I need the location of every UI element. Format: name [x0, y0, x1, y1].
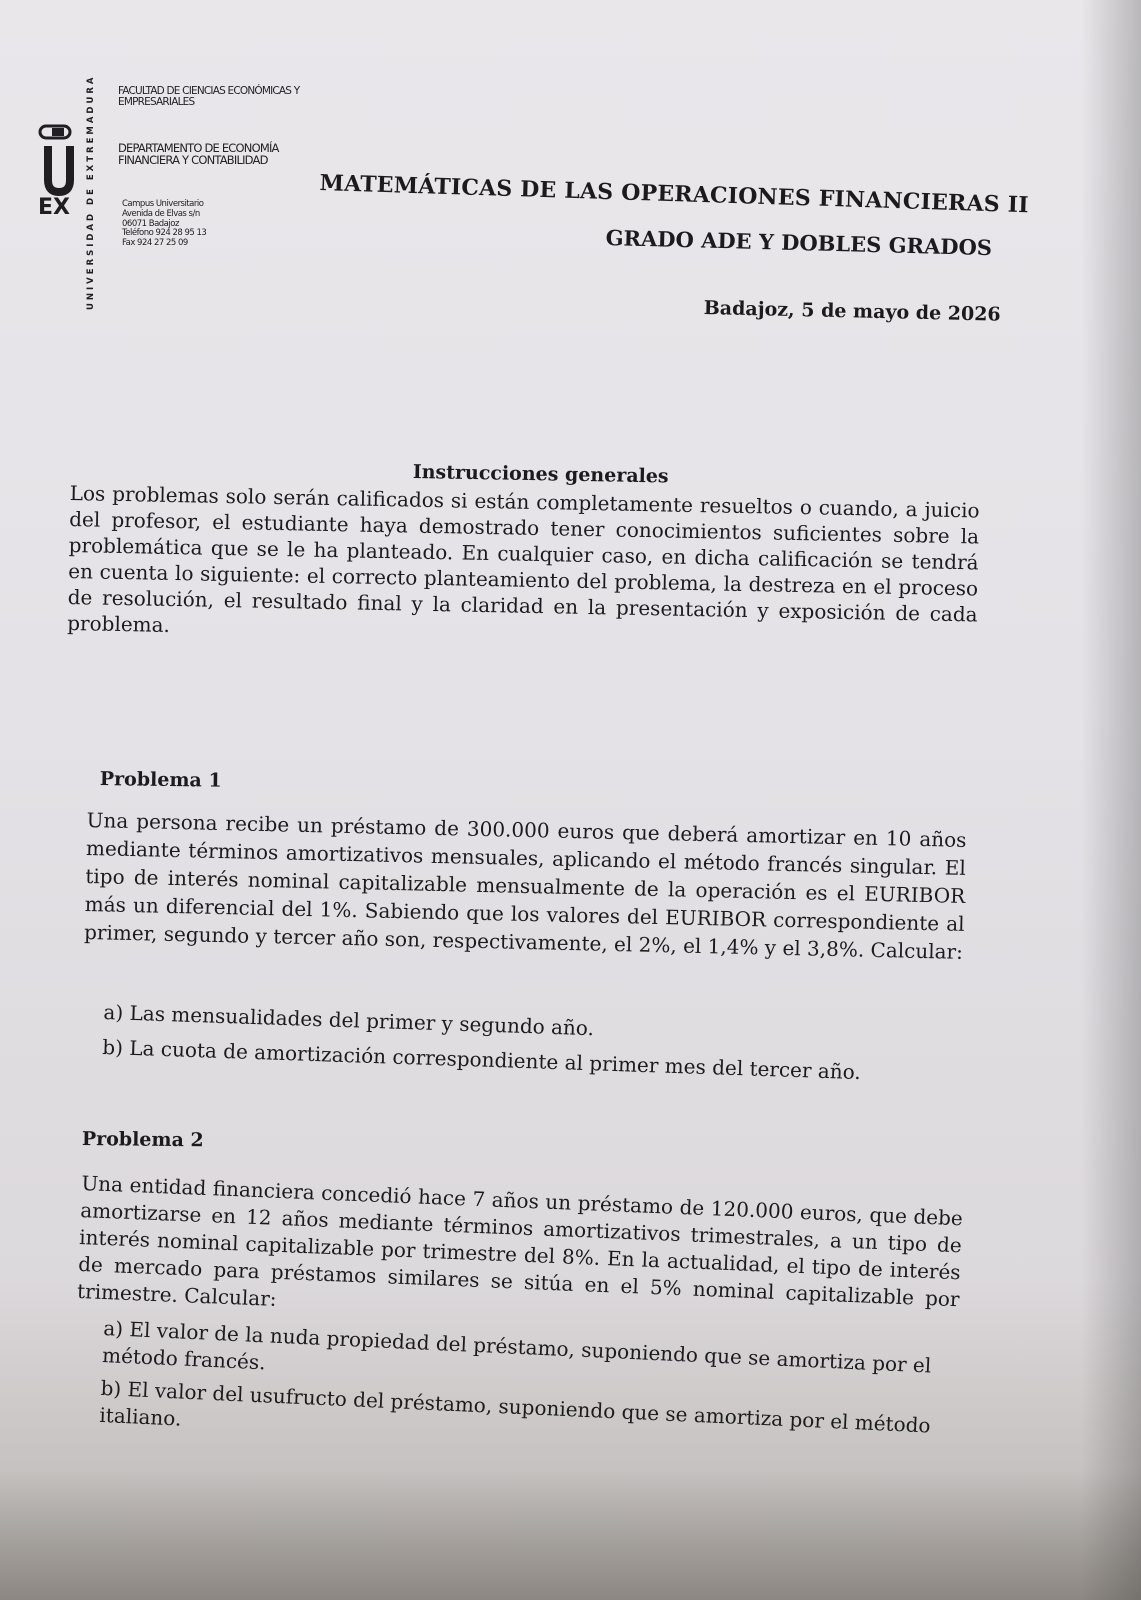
- address-line: Avenida de Elvas s/n: [122, 208, 200, 219]
- address-line: Fax 924 27 25 09: [122, 238, 188, 249]
- instructions-heading: Instrucciones generales: [412, 461, 669, 488]
- problem-2-question-a: a) El valor de la nuda propiedad del préstamo, suponiendo que se amortiza por el método francés.: [101, 1315, 932, 1378]
- faculty-name: FACULTAD DE CIENCIAS ECONÓMICAS Y EMPRESARIALES: [118, 85, 300, 109]
- svg-text:EX: EX: [38, 195, 70, 217]
- problem-1-question-a: a) Las mensualidades del primer y segundo año.: [103, 999, 595, 1041]
- problem-2-statement: Una entidad financiera concedió hace 7 años un préstamo de 120.000 euros, que debe amortizarse en 12 años mediante términos amortizativos trimestrales, a un tipo de interés nominal capitalizable por trimestre del 8%. En la actualidad, el tipo de interés de mercado para préstamos similares se sitúa en el 5% nominal capitalizable por trimestre. Calcular:: [76, 1170, 964, 1312]
- problem-1-question-b: b) La cuota de amortización correspondiente al primer mes del tercer año.: [101, 1034, 862, 1085]
- department-address: [122, 200, 262, 249]
- exam-subtitle: GRADO ADE Y DOBLES GRADOS: [605, 225, 993, 261]
- address-line: 06071 Badajoz: [122, 218, 179, 229]
- page-edge-shadow: [1081, 0, 1141, 1600]
- university-logo-icon: [38, 122, 88, 217]
- problem-1-statement: Una persona recibe un préstamo de 300.000 euros que deberá amortizar en 10 años mediante términos amortizativos mensuales, aplicando el método francés singular. El tipo de interés nominal capitalizable mensualmente de la operación es el EURIBOR más un diferencial del 1%. Sabiendo que los valores del EURIBOR correspondiente al primer, segundo y tercer año son, respectivamente, el 2%, el 1,4% y el 3,8%. Calcular:: [83, 807, 967, 964]
- department-name: DEPARTAMENTO DE ECONOMÍA FINANCIERA Y CONTABILIDAD: [118, 141, 279, 168]
- page-bottom-shadow: [0, 1470, 1141, 1600]
- address-line: Campus Universitario: [122, 199, 204, 209]
- address-line: Teléfono 924 28 95 13: [122, 228, 207, 239]
- exam-title: MATEMÁTICAS DE LAS OPERACIONES FINANCIERAS II: [319, 170, 1030, 219]
- problem-2-heading: Problema 2: [81, 1128, 204, 1152]
- problem-2-questions: [99, 1315, 963, 1468]
- university-vertical-label: UNIVERSIDAD DE EXTREMADURA: [86, 74, 96, 310]
- problem-1-questions: [102, 998, 884, 1088]
- instructions-body: Los problemas solo serán calificados si están completamente resueltos o cuando, a juicio del profesor, el estudiante haya demostrado tener conocimientos suficientes sobre la problemática que se le ha planteado. En cualquier caso, en dicha calificación se tendrá en cuenta lo siguiente: el correcto planteamiento del problema, la destreza en el proceso de resolución, el resultado final y la claridad en la presentación y exposición de cada problema.: [67, 480, 980, 637]
- problem-1-heading: Problema 1: [99, 768, 222, 792]
- exam-date: Badajoz, 5 de mayo de 2026: [703, 297, 1001, 326]
- problem-2-question-b: b) El valor del usufructo del préstamo, suponiendo que se amortiza por el método italiano.: [98, 1375, 932, 1438]
